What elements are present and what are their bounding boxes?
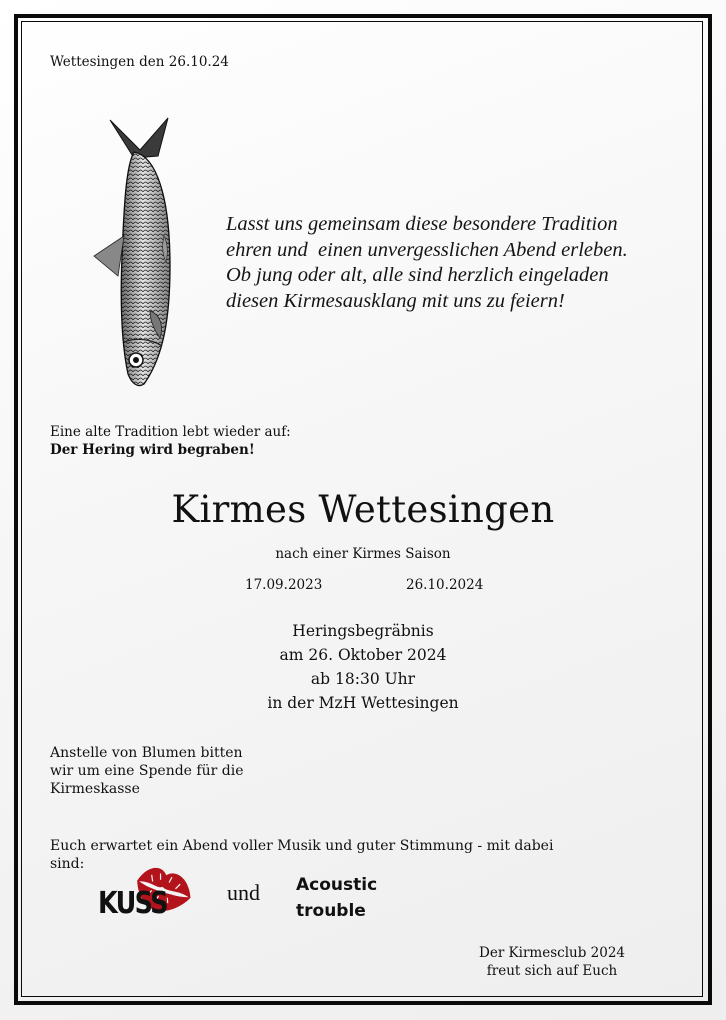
- page-title: Kirmes Wettesingen: [171, 488, 555, 531]
- donation-line: Anstelle von Blumen bitten: [50, 745, 243, 761]
- band-name-line: trouble: [296, 901, 366, 921]
- donation-line: wir um eine Spende für die: [50, 763, 244, 779]
- tradition-announcement: [50, 423, 291, 459]
- invite-line: ehren und einen unvergesslichen Abend erleben.: [226, 238, 628, 261]
- event-details: [0, 619, 726, 715]
- music-line: Euch erwartet ein Abend voller Musik und guter Stimmung - mit dabei: [50, 838, 554, 854]
- donation-note: [50, 744, 243, 798]
- invite-line: diesen Kirmesausklang mit uns zu feiern!: [226, 289, 565, 312]
- dateline: Wettesingen den 26.10.24: [50, 54, 229, 70]
- kuss-band-logo: [98, 860, 198, 925]
- season-end-date: 26.10.2024: [406, 577, 484, 593]
- herring-fish-icon: [88, 116, 198, 391]
- invite-line: Lasst uns gemeinsam diese besondere Tradition: [226, 213, 618, 235]
- tradition-line: Eine alte Tradition lebt wieder auf:: [50, 424, 291, 440]
- event-name: Heringsbegräbnis: [292, 622, 434, 640]
- event-time: ab 18:30 Uhr: [310, 670, 416, 688]
- music-line: sind:: [50, 856, 85, 872]
- invitation-text: [226, 212, 628, 314]
- signature-line: Der Kirmesclub 2024: [479, 945, 625, 961]
- subtitle: nach einer Kirmes Saison: [275, 546, 451, 562]
- invite-line: Ob jung oder alt, alle sind herzlich eingeladen: [226, 264, 609, 286]
- acoustic-trouble-band-logo: [296, 872, 377, 924]
- bands-connector: und: [227, 880, 260, 905]
- donation-line: Kirmeskasse: [50, 781, 140, 797]
- tradition-headline: Der Hering wird begraben!: [50, 442, 255, 458]
- event-date: am 26. Oktober 2024: [279, 646, 447, 664]
- band-kuss-name: KUSS: [98, 886, 167, 921]
- signature: [440, 944, 664, 980]
- signature-line: freut sich auf Euch: [486, 963, 618, 979]
- event-location: in der MzH Wettesingen: [267, 694, 459, 712]
- season-start-date: 17.09.2023: [245, 577, 323, 593]
- band-name-line: Acoustic: [296, 875, 378, 895]
